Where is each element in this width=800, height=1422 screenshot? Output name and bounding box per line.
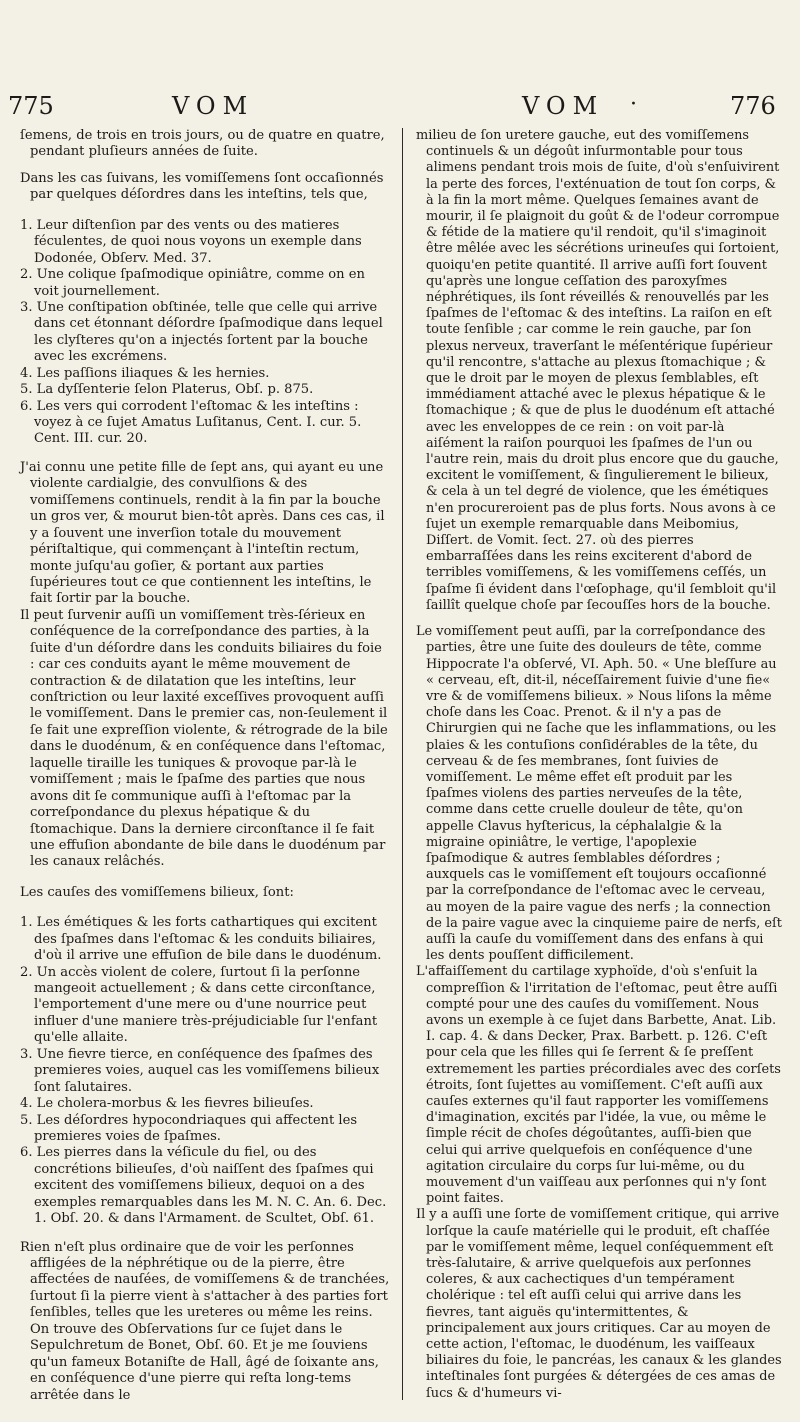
page-number-right: 776 (730, 92, 776, 120)
page-number-left: 775 (8, 92, 54, 120)
list-item: 4. Le cholera-morbus & les fievres bilieuſes. (20, 1096, 314, 1112)
list-intestinal-causes (20, 218, 390, 448)
list-item: 3. Une fievre tierce, en conſéquence des ſpaſmes des premieres voies, auquel cas les vomiſſemens bilieux ſont ſalutaires. (20, 1046, 380, 1095)
paragraph-vomissement-serieux: Il peut ſurvenir auſſi un vomiſſement très-ſérieux en conſéquence de la correſpondance des parties, à la ſuite d'un déſordre dans les conduits biliaires du foie : car ces conduits ayant le même mouvement de contraction & de dilatation que les inteſtins, leur conſtriction ou leur laxité exceſſives provoquent auſſi le vomiſſement. Dans le premier cas, non-ſeulement il ſe fait une expreſſion violente, & rétrograde de la bile dans le duodénum, & en conſéquence dans l'eſtomac, laquelle tiraille les tuniques & provoque par-là le vomiſſement ; mais le ſpaſme des parties que nous avons dit ſe communique auſſi à l'eſtomac par la correſpondance du plexus hépatique & du ſtomachique. Dans la derniere circonſtance il ſe fait une effuſion abondante de bile dans le duodénum par les canaux relâchés. (20, 607, 388, 870)
list-item: 4. Les paſſions iliaques & les hernies. (20, 365, 270, 381)
list-item: 1. Les émétiques & les forts cathartiques qui excitent des ſpaſmes dans l'eſtomac & les conduits biliaires, d'où il arrive une effuſion de bile dans le duodénum. (20, 915, 382, 964)
list-item: 3. Une conſtipation obſtinée, telle que celle qui arrive dans cet étonnant déſordre ſpaſmodique dans lequel les clyſteres qu'on a injectés ſortent par la bouche avec les excrémens. (20, 299, 383, 365)
list-item: 5. Les déſordres hypocondriaques qui affectent les premieres voies de ſpaſmes. (20, 1112, 358, 1144)
list-item: 2. Une colique ſpaſmodique opiniâtre, comme on en voit journellement. (20, 267, 365, 299)
column-divider (402, 128, 403, 1400)
paragraph-cartilage-xyphoide: L'affaiſſement du cartilage xyphoïde, d'où s'enſuit la compreſſion & l'irritation de l'eſtomac, peut être auſſi compté pour une des cauſes du vomiſſement. Nous avons un exemple à ce ſujet dans Barbette, Anat. Lib. I. cap. 4. & dans Decker, Prax. Barbett. p. 126. C'eſt pour cela que les filles qui ſe ſerrent & ſe preſſent extremement les parties précordiales avec des corſets étroits, ſont ſujettes au vomiſſement. C'eſt auſſi aux cauſes externes qu'il faut rapporter les vomiſſemens d'imagination, excités par l'idée, la vue, ou même le ſimple récit de choſes dégoûtantes, auſſi-bien que celui qui arrive quelquefois en conſéquence d'une agitation circulaire du corps ſur lui-même, ou du mouvement d'un vaiſſeau aux perſonnes qui n'y ſont point faites. (416, 964, 781, 1207)
paragraph-continuation: milieu de ſon uretere gauche, eut des vomiſſemens continuels & un dégoût inſurmontable pour tous alimens pendant trois mois de ſuite, d'où s'enſuivirent la perte des forces, l'exténuation de tout ſon corps, & à la fin la mort même. Quelques ſemaines avant de mourir, il ſe plaignoit du goût & de l'odeur corrompue & fétide de la matiere qu'il rendoit, qu'il s'imaginoit être mêlée avec les sécrétions urineuſes qui ſortoient, quoiqu'en petite quantité. Il arrive auſſi fort ſouvent qu'après une longue ceſſation des paroxyſmes néphrétiques, ils ſont réveillés & renouvellés par les ſpaſmes de l'eſtomac & des inteſtins. La raiſon en eſt toute ſenſible ; car comme le rein gauche, par ſon plexus nerveux, traverſant le méſentérique ſupérieur qu'il rencontre, s'attache au plexus ſtomachique ; & que le droit par le moyen de plexus ſemblables, eſt immédiament attaché avec le plexus hépatique & le ſtomachique ; & que de plus le duodénum eſt attaché avec les enveloppes de ce rein : on voit par-là aiſément la raiſon pourquoi les ſpaſmes de l'un ou l'autre rein, mais du droit plus encore que du gauche, excitent le vomiſſement, & ſingulierement le bilieux, & cela à un tel degré de violence, que les émétiques n'en procureroient pas de plus forts. Nous avons à ce ſujet un exemple remarquable dans Meibomius, Diſſert. de Vomit. ſect. 27. où des pierres embarraſſées dans les reins exciterent d'abord de terribles vomiſſemens, & les vomiſſemens ceſſés, un ſpaſme ſi évident dans l'œſophage, qu'il ſembloit qu'il ſaillît quelque choſe par ſecouſſes hors de la bouche. (416, 128, 780, 613)
paragraph-vomissement-critique: Il y a auſſi une ſorte de vomiſſement critique, qui arrive lorſque la cauſe matérielle qui le produit, eſt chaſſée par le vomiſſement même, lequel conſéquemment eſt très-ſalutaire, & arrive quelquefois aux perſonnes coleres, & aux cachectiques d'un tempérament cholérique : tel eſt auſſi celui qui arrive dans les fievres, tant aiguës qu'intermittentes, & principalement aux jours critiques. Car au moyen de cette action, l'eſtomac, le duodénum, les vaiſſeaux biliaires du foie, le pancréas, les canaux & les glandes inteſtinales ſont purgées & détergées de ces amas de ſucs & d'humeurs vi- (416, 1207, 782, 1401)
list-bilious-causes (20, 915, 390, 1227)
header-word-left: VOM (172, 92, 255, 120)
paragraph-continuation: ſemens, de trois en trois jours, ou de quatre en quatre, pendant pluſieurs années de ſuite. (20, 128, 385, 160)
column-right (416, 128, 782, 1408)
header-separator: · (630, 92, 637, 117)
paragraph-nephretique: Rien n'eſt plus ordinaire que de voir les perſonnes affligées de la néphrétique ou de la pierre, être affectées de nauſées, de vomiſſemens & de tranchées, ſurtout ſi la pierre vient à s'attacher à des parties fort ſenſibles, telles que les ureteres ou même les reins. On trouve des Obſervations ſur ce ſujet dans le Sepulchretum de Bonet, Obſ. 60. Et je me ſouviens qu'un fameux Botaniſte de Hall, âgé de ſoixante ans, en conſéquence d'une pierre qui reſta long-tems arrêtée dans le (20, 1239, 390, 1403)
list-item: 5. La dyſſenterie ſelon Platerus, Obſ. p. 875. (20, 382, 314, 398)
paragraph-intestins: Dans les cas ſuivans, les vomiſſemens ſont occaſionnés par quelques déſordres dans les inteſtins, tels que, (20, 170, 384, 203)
paragraph-causes-bilieux: Les cauſes des vomiſſemens bilieux, ſont: (20, 884, 294, 900)
header-word-right: VOM (522, 92, 605, 120)
list-item: 6. Les pierres dans la véſicule du fiel, ou des concrétions bilieuſes, d'où naiſſent des ſpaſmes qui excitent des vomiſſemens bilieux, dequoi on a des exemples remarquables dans les M. N. C. An. 6. Dec. 1. Obſ. 20. & dans l'Armament. de Scultet, Obſ. 61. (20, 1145, 387, 1227)
list-item: 1. Leur diſtenſion par des vents ou des matieres féculentes, de quoi nous voyons un exemple dans Dodonée, Obſerv. Med. 37. (20, 217, 362, 266)
paragraph-petite-fille: J'ai connu une petite fille de ſept ans, qui ayant eu une violente cardialgie, des convulſions & des vomiſſemens continuels, rendit à la fin par la bouche un gros ver, & mourut bien-tôt après. Dans ces cas, il y a ſouvent une inverſion totale du mouvement périſtaltique, qui commençant à l'inteſtin rectum, monte juſqu'au goſier, & portant aux parties ſupérieures tout ce que contiennent les inteſtins, le fait ſortir par la bouche. (20, 459, 385, 607)
running-header (0, 92, 800, 128)
column-left (20, 128, 390, 1408)
list-item: 2. Un accès violent de colere, ſurtout ſi la perſonne mangeoit actuellement ; & dans cette circonſtance, l'emportement d'une mere ou d'une nourrice peut influer d'une maniere très-préjudiciable ſur l'enfant qu'elle allaite. (20, 964, 378, 1046)
list-item: 6. Les vers qui corrodent l'eſtomac & les inteſtins : voyez à ce ſujet Amatus Luſitanus, Cent. I. cur. 5. Cent. III. cur. 20. (20, 398, 362, 447)
paragraph-douleurs-tete: Le vomiſſement peut auſſi, par la correſpondance des parties, être une ſuite des douleurs de tête, comme Hippocrate l'a obſervé, VI. Aph. 50. « Une bleſſure au « cerveau, eſt, dit-il, néceſſairement ſuivie d'une fie« vre & de vomiſſemens bilieux. » Nous liſons la même choſe dans les Coac. Prenot. & il n'y a pas de Chirurgien qui ne ſache que les inflammations, ou les plaies & les contuſions conſidérables de la tête, du cerveau & de ſes membranes, ſont ſuivies de vomiſſement. Le même effet eſt produit par les ſpaſmes violens des parties nerveuſes de la tête, comme dans cette cruelle douleur de tête, qu'on appelle Clavus hyſtericus, la céphalalgie & la migraine opiniâtre, le vertige, l'apoplexie ſpaſmodique & autres ſemblables déſordres ; auxquels cas le vomiſſement eſt toujours occaſionné par la correſpondance de l'eſtomac avec le cerveau, au moyen de la paire vague des nerfs ; la connection de la paire vague avec la cinquieme paire de nerfs, eſt auſſi la cauſe du vomiſſement dans des enfans à qui les dents pouſſent difficilement. (416, 624, 782, 964)
